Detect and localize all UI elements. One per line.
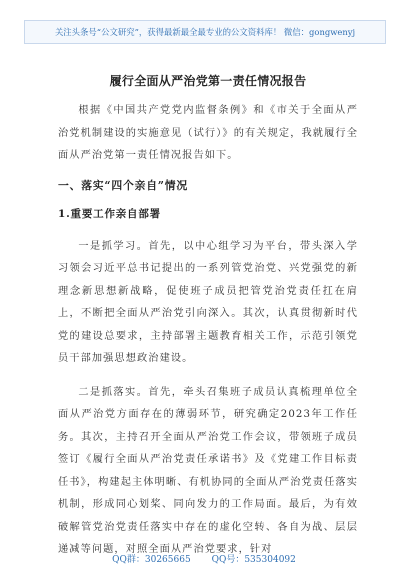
promo-banner: 关注头条号“公文研究”，获得最新最全最专业的公文资料库！ 微信：gongwenyj [24,20,386,44]
document-title: 履行全面从严治党第一责任情况报告 [109,74,307,88]
qq-group-text: QQ群：30265665 [112,555,191,565]
body-paragraph-1: 一是抓学习。首先，以中心组学习为平台，带头深入学习领会习近平总书记提出的一系列管党治党、兴党强党的新理念新思想新战略，促使班子成员把管党治党责任扛在肩上，不断把全面从严治党引向深入。其次，认真贯彻新时代党的建设总要求，主持部署主题教育相关工作，示范引领党员干部加强思想政治建设。 [58,240,358,364]
intro-paragraph: 根据《中国共产党党内监督条例》和《市关于全面从严治党机制建设的实施意见（试行）》的有关规定，我就履行全面从严治党第一责任情况报告如下。 [58,105,358,161]
document-page [58,60,358,562]
qq-number-text: QQ号：535304092 [211,555,296,565]
subsection-heading: 1.重要工作亲自部署 [58,207,161,220]
body-paragraph-2: 二是抓落实。首先，牵头召集班子成员认真梳理单位全面从严治党方面存在的薄弱环节，研究确定2023年工作任务。其次，主持召开全面从严治党工作会议，带领班子成员签订《履行全面从严治党责任承诺书》及《党建工作目标责任书》，构建起主体明晰、有机协同的全面从严治党责任落实机制，形成同心划桨、同向发力的工作局面。最后，为有效破解管党治党责任落实中存在的虚化空转、各自为战、层层递减等问题，对照全面从严治党要求，针对 [58,386,358,555]
footer-contact [0,553,408,567]
section-heading: 一、落实“四个亲自”情况 [58,178,188,192]
